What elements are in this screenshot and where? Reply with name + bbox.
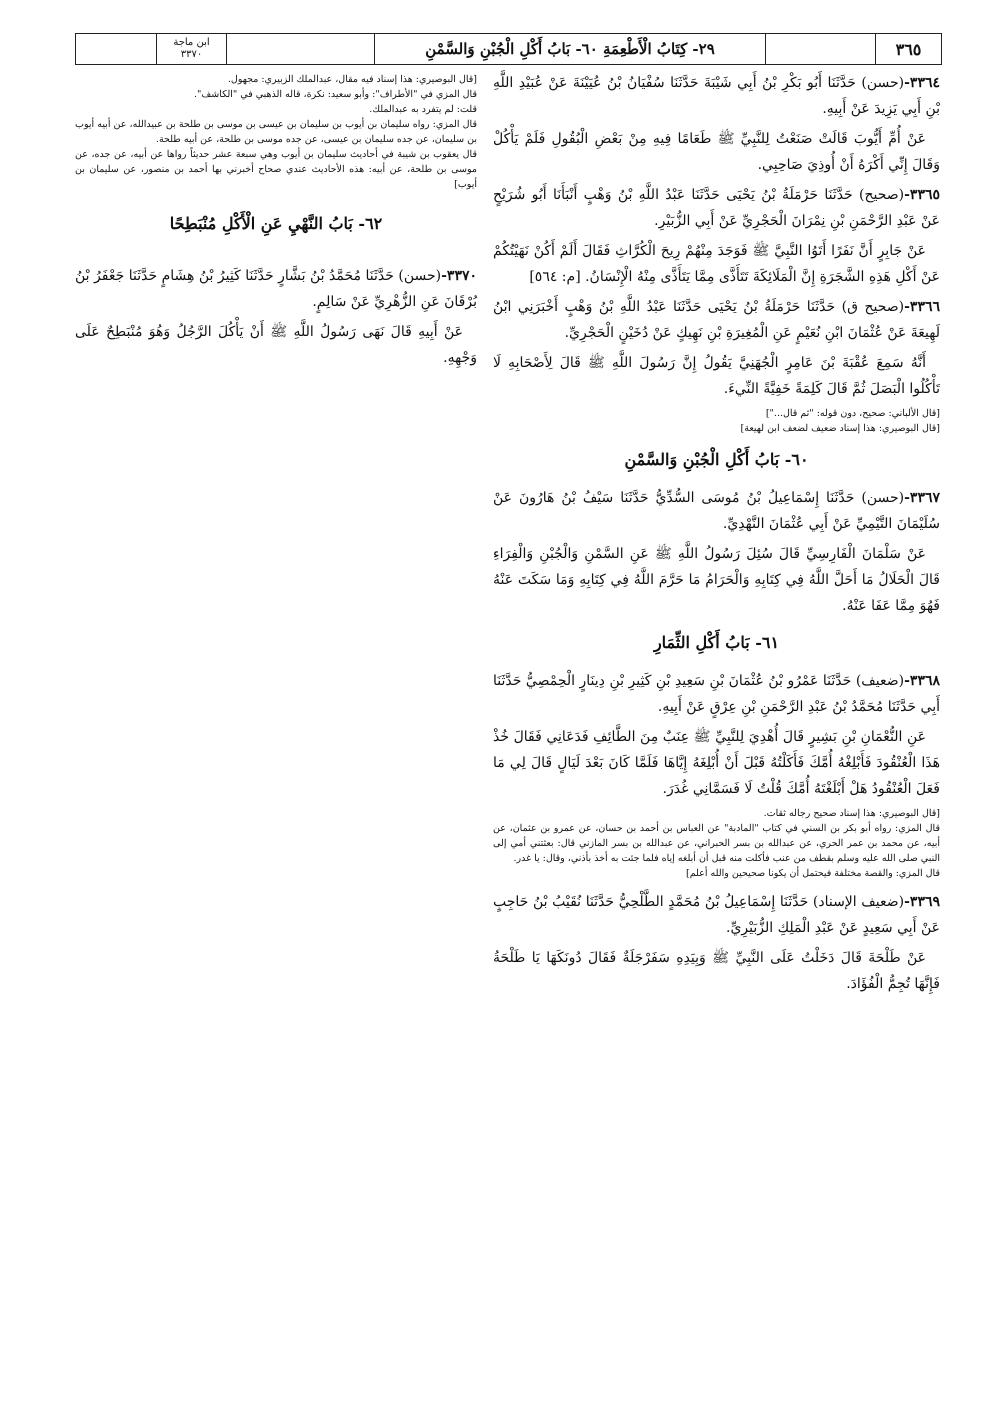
right-column (493, 70, 940, 1001)
footnote: قال المزي: والقصة مختلفة فيحتمل أن يكونا صحيحين والله أعلم] (686, 868, 940, 879)
footnote: [قال البوصيري: هذا إسناد صحيح رجاله ثقات. (763, 808, 940, 819)
hadith-matn: عَنْ طَلْحَةَ قَالَ دَخَلْتُ عَلَى النَّبِيِّ ﷺ وَبِيَدِهِ سَفَرْجَلَةٌ فَقَالَ دُونَكَهَا يَا طَلْحَةُ فَإِنَّهَا تُجِمُّ الْفُؤَادَ. (493, 950, 940, 992)
reference-label: ابن ماجة (173, 37, 210, 48)
hadith-isnad: ٣٣٦٩-(ضعيف الإسناد) حَدَّثَنَا إِسْمَاعِيلُ بْنُ مُحَمَّدٍ الطَّلْحِيُّ حَدَّثَنَا نُقَيْبُ بْنُ حَاجِبٍ عَنْ أَبِي سَعِيدٍ عَنْ عَبْدِ الْمَلِكِ الزُّبَيْرِيِّ. (493, 894, 940, 936)
hadith-matn: عَنْ أُمِّ أَيُّوبَ قَالَتْ صَنَعْتُ لِلنَّبِيِّ ﷺ طَعَامًا فِيهِ مِنْ بَعْضِ الْبُقُولِ فَلَمْ يَأْكُلْ وَقَالَ إِنِّي أَكْرَهُ أَنْ أُوذِيَ صَاحِبِي. (493, 131, 940, 173)
chapter-heading: ٦١- بَابُ أَكْلِ الثِّمَارِ (653, 633, 780, 652)
footnote-block (493, 806, 940, 881)
hadith-matn: أَنَّهُ سَمِعَ عُقْبَةَ بْنَ عَامِرٍ الْجُهَنِيَّ يَقُولُ إِنَّ رَسُولَ اللَّهِ ﷺ قَالَ لِأَصْحَابِهِ لَا تَأْكُلُوا الْبَصَلَ ثُمَّ قَالَ كَلِمَةً خَفِيَّةً النِّيءَ. (493, 355, 940, 397)
running-title: ٢٩- كِتَابُ الْأَطْعِمَةِ ٦٠- بَابُ أَكْلِ الْجُبْنِ وَالسَّمْنِ (374, 34, 765, 64)
chapter-heading: ٦٠- بَابُ أَكْلِ الْجُبْنِ وَالسَّمْنِ (624, 450, 809, 469)
reference-number: ٣٣٧٠ (180, 49, 203, 60)
hadith-isnad: ٣٣٦٧-(حسن) حَدَّثَنَا إِسْمَاعِيلُ بْنُ مُوسَى السُّدِّيُّ حَدَّثَنَا سَيْفُ بْنُ هَارُونَ عَنْ سُلَيْمَانَ التَّيْمِيِّ عَنْ أَبِي عُثْمَانَ النَّهْدِيِّ. (493, 490, 940, 532)
hadith-matn: عَنْ أَبِيهِ قَالَ نَهَى رَسُولُ اللَّهِ ﷺ أَنْ يَأْكُلَ الرَّجُلُ وَهُوَ مُنْبَطِحٌ عَلَى وَجْهِهِ. (75, 324, 477, 366)
left-column (75, 70, 477, 375)
footnote: [قال البوصيري: هذا إسناد ضعيف لضعف ابن لهيعة] (740, 423, 940, 434)
footnote: قال المزي: رواه أبو بكر بن السني في كتاب "المادبة" عن العباس بن أحمد بن حسان، عن عمرو بن عثمان، عن أبيه، عن محمد بن عمر الحري، عن عبدالله بن بسر الحبراني، عن عبدالله بن بسر المازني قال: بعثتني أمي إلى النبي صلى الله عليه وسلم بقطف من عنب فأكلت منه قبل أن أبلغه إياه فلما جئت به أخذ بأذني، وقال: يا غدر. (493, 823, 940, 864)
chapter-heading: ٦٢- بَابُ النَّهْيِ عَنِ الْأَكْلِ مُنْبَطِحًا (169, 214, 383, 233)
header-spacer (226, 34, 374, 64)
hadith-matn: عَنْ سَلْمَانَ الْفَارِسِيِّ قَالَ سُئِلَ رَسُولُ اللَّهِ ﷺ عَنِ السَّمْنِ وَالْجُبْنِ وَالْفِرَاءِ قَالَ الْحَلَالُ مَا أَحَلَّ اللَّهُ فِي كِتَابِهِ وَالْحَرَامُ مَا حَرَّمَ اللَّهُ فِي كِتَابِهِ وَمَا سَكَتَ عَنْهُ فَهُوَ مِمَّا عَفَا عَنْهُ. (493, 546, 940, 614)
footnote: قال المزي في "الأطراف": وأبو سعيد: نكرة، قاله الذهبي في "الكاشف". (194, 89, 477, 100)
footnote-block (493, 406, 940, 436)
hadith-matn: عَنِ النُّعْمَانِ بْنِ بَشِيرٍ قَالَ أُهْدِيَ لِلنَّبِيِّ ﷺ عِنَبٌ مِنَ الطَّائِفِ فَدَعَانِي فَقَالَ خُذْ هَذَا الْعُنْقُودَ فَأَبْلِغْهُ أُمَّكَ فَأَكَلْتُهُ قَبْلَ أَنْ أُبْلِغَهُ إِيَّاهَا فَلَمَّا كَانَ بَعْدَ لَيَالٍ قَالَ لِي مَا فَعَلَ الْعُنْقُودُ هَلْ أَبْلَغْتَهُ أُمَّكَ قُلْتُ لَا فَسَمَّانِي غُدَرَ. (493, 729, 940, 797)
hadith-isnad: ٣٣٧٠-(حسن) حَدَّثَنَا مُحَمَّدُ بْنُ بَشَّارٍ حَدَّثَنَا كَثِيرُ بْنُ هِشَامٍ حَدَّثَنَا جَعْفَرُ بْنُ بُرْقَانَ عَنِ الزُّهْرِيِّ عَنْ سَالِمٍ. (75, 268, 477, 310)
footnote: [قال الألباني: صحيح، دون قوله: "ثم قال..."] (765, 408, 940, 419)
footnote: [قال البوصيري: هذا إسناد فيه مقال، عبدالملك الزبيري: مجهول. (227, 74, 477, 85)
hadith-isnad: ٣٣٦٦-(صحيح ق) حَدَّثَنَا حَرْمَلَةُ بْنُ يَحْيَى حَدَّثَنَا عَبْدُ اللَّهِ بْنُ وَهْبٍ أَخْبَرَنِي ابْنُ لَهِيعَةَ عَنْ عُثْمَانَ ابْنِ نُعَيْمٍ عَنِ الْمُغِيرَةِ بْنِ نَهِيكٍ عَنْ دُخَيْنٍ الْحَجْرِيِّ. (493, 299, 940, 341)
page-number: ٣٦٥ (875, 34, 941, 64)
page-header (75, 33, 942, 65)
hadith-isnad: ٣٣٦٨-(ضعيف) حَدَّثَنَا عَمْرُو بْنُ عُثْمَانَ بْنِ سَعِيدِ بْنِ كَثِيرِ بْنِ دِينَارٍ الْحِمْصِيُّ حَدَّثَنَا أَبِي حَدَّثَنَا مُحَمَّدُ بْنُ عَبْدِ الرَّحْمَنِ بْنِ عِرْقٍ عَنْ أَبِيهِ. (493, 673, 940, 715)
footnote: قال المزي: رواه سليمان بن أيوب بن سليمان بن عيسى بن موسى بن طلحة بن عبيدالله، عن أبيه أيوب بن سليمان، عن جده سليمان بن عيسى، عن جده موسى بن طلحة، عن أبيه طلحة. (75, 119, 477, 145)
header-spacer (76, 34, 156, 64)
header-spacer (765, 34, 875, 64)
footnote: قال يعقوب بن شيبة في أحاديث سليمان بن أيوب وهي سبعة عشر حديثاً رواها عن أبيه، عن جده، عن موسى بن طلحة، عن أبيه: هذه الأحاديث عندي صحاح أخبرني بها أحمد بن منصور، عن سليمان بن أيوب] (75, 149, 477, 190)
hadith-matn: عَنْ جَابِرٍ أَنَّ نَفَرًا أَتَوُا النَّبِيَّ ﷺ فَوَجَدَ مِنْهُمْ رِيحَ الْكُرَّاثِ فَقَالَ أَلَمْ أَكُنْ نَهَيْتُكُمْ عَنْ أَكْلِ هَذِهِ الشَّجَرَةِ إِنَّ الْمَلَائِكَةَ تَتَأَذَّى مِمَّا يَتَأَذَّى مِنْهُ الْإِنْسَانُ. [م: ٥٦٤] (493, 243, 940, 285)
footnote-block (75, 72, 477, 192)
reference-box (156, 34, 226, 64)
hadith-isnad: ٣٣٦٥-(صحيح) حَدَّثَنَا حَرْمَلَةُ بْنُ يَحْيَى حَدَّثَنَا عَبْدُ اللَّهِ بْنُ وَهْبٍ أَنْبَأَنَا أَبُو شُرَيْحٍ عَنْ عَبْدِ الرَّحْمَنِ بْنِ نِمْرَانَ الْحَجْرِيِّ عَنْ أَبِي الزُّبَيْرِ. (493, 187, 940, 229)
hadith-isnad: ٣٣٦٤-(حسن) حَدَّثَنَا أَبُو بَكْرِ بْنُ أَبِي شَيْبَةَ حَدَّثَنَا سُفْيَانُ بْنُ عُيَيْنَةَ عَنْ عُبَيْدِ اللَّهِ بْنِ أَبِي يَزِيدَ عَنْ أَبِيهِ. (493, 75, 940, 117)
footnote: قلت: لم يتفرد به عبدالملك. (369, 104, 477, 115)
